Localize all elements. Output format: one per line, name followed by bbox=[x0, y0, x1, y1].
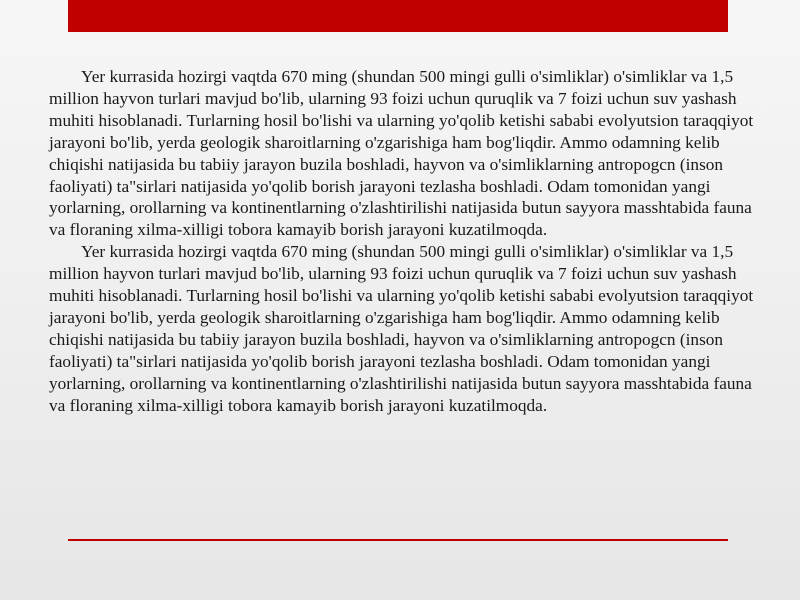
top-accent-bar bbox=[68, 0, 728, 32]
paragraph-2: Yer kurrasida hozirgi vaqtda 670 ming (shundan 500 mingi gulli o'simliklar) o'simliklar va 1,5 million hayvon turlari mavjud bo'lib, ularning 93 foizi uchun quruqlik va 7 foizi uchun suv yashash muhiti hisoblanadi. Turlarning hosil bo'lishi va ularning yo'qolib ketishi sababi evolyutsion taraqqiyot jarayoni bo'lib, yerda geologik sharoitlarning o'zgarishiga ham bog'liqdir. Ammo odamning kelib chiqishi natijasida bu tabiiy jarayon buzila boshladi, hayvon va o'simliklarning antropogcn (inson faoliyati) ta"sirlari natijasida yo'qolib borish jarayoni tezlasha boshladi. Odam tomonidan yangi yorlarning, orollarning va kontinentlarning o'zlashtirilishi natijasida butun sayyora masshtabida fauna va floraning xilma-xilligi tobora kamayib borish jarayoni kuzatilmoqda. bbox=[49, 242, 754, 415]
slide-body-text bbox=[49, 66, 761, 417]
bottom-divider-line bbox=[68, 539, 728, 541]
paragraph-1: Yer kurrasida hozirgi vaqtda 670 ming (shundan 500 mingi gulli o'simliklar) o'simliklar va 1,5 million hayvon turlari mavjud bo'lib, ularning 93 foizi uchun quruqlik va 7 foizi uchun suv yashash muhiti hisoblanadi. Turlarning hosil bo'lishi va ularning yo'qolib ketishi sababi evolyutsion taraqqiyot jarayoni bo'lib, yerda geologik sharoitlarning o'zgarishiga ham bog'liqdir. Ammo odamning kelib chiqishi natijasida bu tabiiy jarayon buzila boshladi, hayvon va o'simliklarning antropogcn (inson faoliyati) ta"sirlari natijasida yo'qolib borish jarayoni tezlasha boshladi. Odam tomonidan yangi yorlarning, orollarning va kontinentlarning o'zlashtirilishi natijasida butun sayyora masshtabida fauna va floraning xilma-xilligi tobora kamayib borish jarayoni kuzatilmoqda. bbox=[49, 67, 754, 240]
